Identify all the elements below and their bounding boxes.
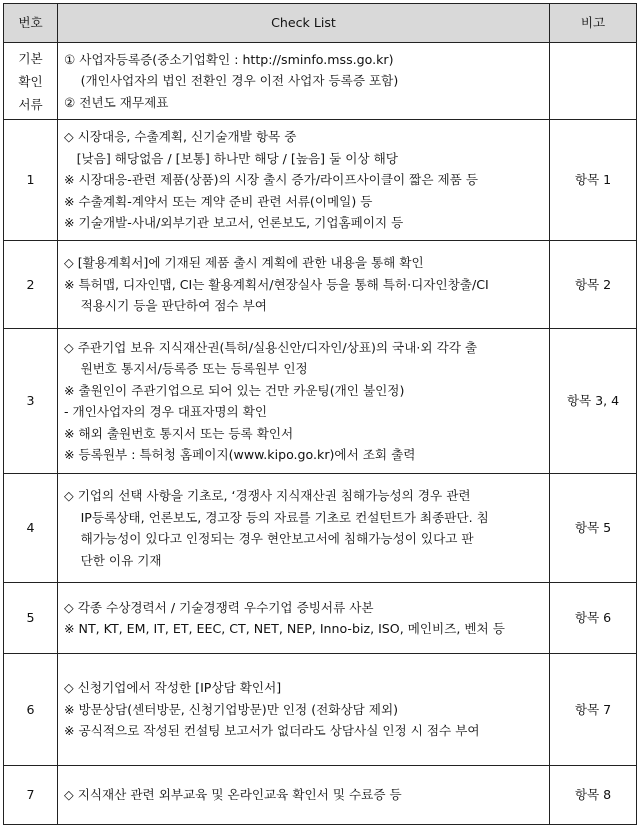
content-line: 단한 이유 기재 [64,552,162,568]
content-line: 해가능성이 있다고 인정되는 경우 현안보고서에 침해가능성이 있다고 판 [64,531,474,546]
table-row [4,474,637,583]
checklist-table [3,3,637,825]
content-line: ◇ [활용계획서]에 기재된 제품 출시 계획에 관한 내용을 통해 확인 [64,255,424,271]
row-note: 항목 5 [550,474,637,583]
table-row [4,654,637,766]
row-content [58,583,550,654]
row-content [58,43,550,120]
row-note: 항목 7 [550,654,637,766]
header-no: 번호 [4,4,58,43]
content-line: ※ 수출계획-계약서 또는 계약 준비 관련 서류(이메일) 등 [64,193,373,209]
table-row [4,766,637,825]
row-note: 항목 8 [550,766,637,825]
row-content [58,654,550,766]
row-content [58,329,550,474]
row-note [550,43,637,120]
table-row [4,43,637,120]
row-content [58,766,550,825]
content-line: ② 전년도 재무제표 [64,94,169,110]
content-line: ◇ 시장대응, 수출계획, 신기술개발 항목 중 [64,129,297,145]
row-note: 항목 1 [550,120,637,241]
table-row [4,241,637,329]
row-number [4,43,58,120]
content-line: ※ 방문상담(센터방문, 신청기업방문)만 인정 (전화상담 제외) [64,701,399,717]
content-line: 원번호 통지서/등록증 또는 등록원부 인정 [64,361,308,376]
row-note: 항목 6 [550,583,637,654]
row-note: 항목 2 [550,241,637,329]
content-line: ※ 기술개발-사내/외부기관 보고서, 언론보도, 기업홈페이지 등 [64,215,404,231]
content-line: [낮음] 해당없음 / [보통] 하나만 해당 / [높음] 둘 이상 해당 [64,150,398,166]
table-row [4,583,637,654]
content-line: ※ 공식적으로 작성된 컨설팅 보고서가 없더라도 상담사실 인정 시 점수 부여 [64,723,480,739]
content-line: ※ 등록원부 : 특허청 홈페이지(www.kipo.go.kr)에서 조회 출력 [64,447,416,462]
row-number: 5 [4,583,58,654]
content-line: ◇ 주관기업 보유 지식재산권(특허/실용신안/디자인/상표)의 국내·외 각각 출 [64,339,478,355]
table-row [4,120,637,241]
header-checklist: Check List [58,4,550,43]
content-line: ◇ 신청기업에서 작성한 [IP상담 확인서] [64,680,282,696]
content-line: ※ 특허맵, 디자인맵, CI는 활용계획서/현장실사 등을 통해 특허·디자인창출/CI [64,276,489,292]
content-line: 적용시기 등을 판단하여 점수 부여 [64,298,267,314]
row-number: 2 [4,241,58,329]
content-line: ※ NT, KT, EM, IT, ET, EEC, CT, NET, NEP, Inno-biz, ISO, 메인비즈, 벤처 등 [64,621,505,636]
content-line: ◇ 지식재산 관련 외부교육 및 온라인교육 확인서 및 수료증 등 [64,787,402,803]
content-line: IP등록상태, 언론보도, 경고장 등의 자료를 기초로 컨설턴트가 최종판단. 침 [64,509,489,525]
content-line: (개인사업자의 법인 전환인 경우 이전 사업자 등록증 포함) [64,73,399,89]
content-line: ① 사업자등록증(중소기업확인 : http://sminfo.mss.go.kr) [64,51,394,67]
row-number: 4 [4,474,58,583]
row-number-line: 서류 [18,96,43,112]
header-note: 비고 [550,4,637,43]
content-line: ※ 해외 출원번호 통지서 또는 등록 확인서 [64,425,294,441]
row-number-line: 확인 [18,73,43,89]
content-line: - 개인사업자의 경우 대표자명의 확인 [64,404,268,419]
row-number: 1 [4,120,58,241]
row-number: 7 [4,766,58,825]
row-number-line: 기본 [18,50,43,66]
row-number: 3 [4,329,58,474]
row-content [58,120,550,241]
row-content [58,241,550,329]
content-line: ※ 출원인이 주관기업으로 되어 있는 건만 카운팅(개인 불인정) [64,382,405,398]
header-row [4,4,637,43]
row-number: 6 [4,654,58,766]
content-line: ◇ 기업의 선택 사항을 기초로, ‘경쟁사 지식재산권 침해가능성의 경우 관련 [64,488,471,503]
table-row [4,329,637,474]
content-line: ※ 시장대응-관련 제품(상품)의 시장 출시 증가/라이프사이클이 짧은 제품 등 [64,172,478,188]
row-note: 항목 3, 4 [550,329,637,474]
row-content [58,474,550,583]
content-line: ◇ 각종 수상경력서 / 기술경쟁력 우수기업 증빙서류 사본 [64,599,374,615]
